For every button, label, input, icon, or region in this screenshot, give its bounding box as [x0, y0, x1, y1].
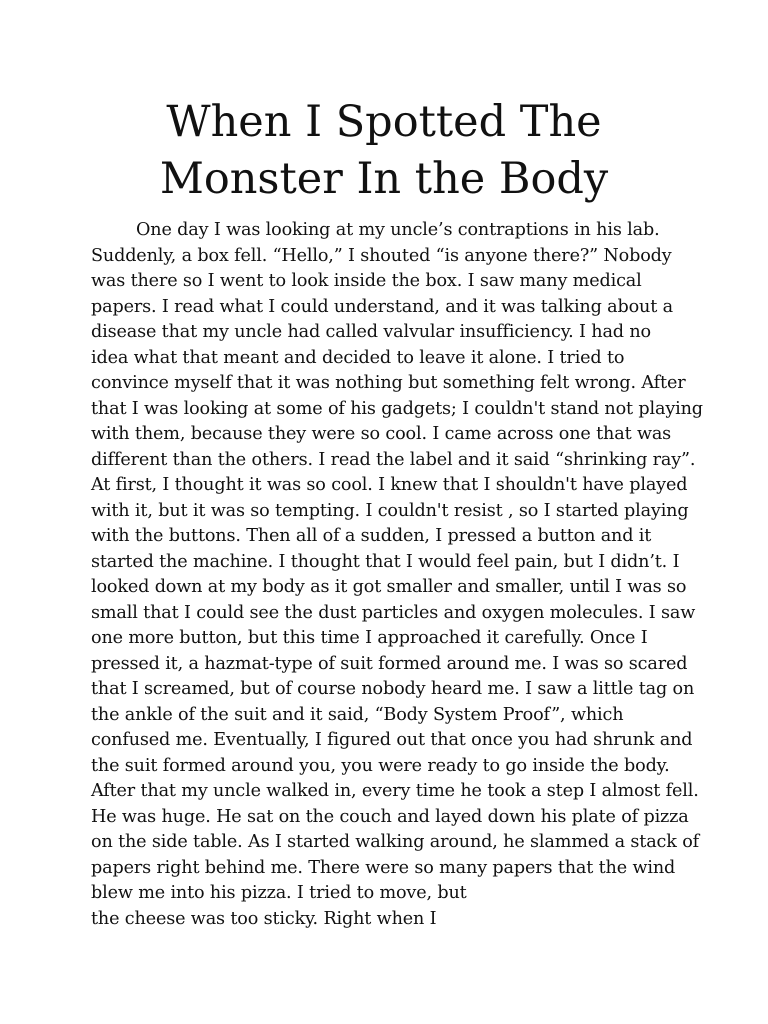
title-line: Monster In the Body — [159, 154, 609, 204]
document-title — [0, 94, 768, 208]
paragraph-line: looked down at my body as it got smaller and smaller, until I was so — [91, 577, 687, 597]
paragraph-line: After that my uncle walked in, every time he took a step I almost fell. — [91, 781, 699, 801]
paragraph-line: that I screamed, but of course nobody heard me. I saw a little tag on — [91, 679, 695, 699]
paragraph-line: different than the others. I read the label and it said “shrinking ray”. — [91, 449, 696, 470]
paragraph-line: At first, I thought it was so cool. I knew that I shouldn't have played — [91, 475, 688, 495]
paragraph-line: confused me. Eventually, I figured out that once you had shrunk and — [91, 730, 693, 750]
paragraph-line: papers right behind me. There were so many papers that the wind — [91, 857, 676, 878]
title-line: When I Spotted The — [166, 97, 602, 147]
paragraph-line: papers. I read what I could understand, and it was talking about a — [91, 296, 673, 317]
paragraph-line: He was huge. He sat on the couch and layed down his plate of pizza — [91, 806, 689, 827]
paragraph-line: with it, but it was so tempting. I couldn't resist , so I started playing — [91, 500, 689, 521]
paragraph-line: that I was looking at some of his gadgets; I couldn't stand not playing — [91, 398, 703, 419]
paragraph-line: pressed it, a hazmat-type of suit formed around me. I was so scared — [91, 653, 688, 674]
paragraph-line: Suddenly, a box fell. “Hello,” I shouted “is anyone there?” Nobody — [91, 245, 672, 266]
paragraph-line: convince myself that it was nothing but something felt wrong. After — [91, 373, 686, 393]
paragraph-line: small that I could see the dust particles and oxygen molecules. I saw — [91, 602, 696, 623]
paragraph-line: the suit formed around you, you were ready to go inside the body. — [91, 755, 670, 776]
paragraph-line: One day I was looking at my uncle’s contraptions in his lab. — [136, 220, 660, 240]
story-paragraph — [91, 218, 703, 932]
paragraph-line: one more button, but this time I approached it carefully. Once I — [91, 628, 648, 648]
paragraph-line: on the side table. As I started walking around, he slammed a stack of — [91, 832, 699, 852]
paragraph-line: with them, because they were so cool. I came across one that was — [91, 424, 672, 444]
paragraph-line: was there so I went to look inside the box. I saw many medical — [91, 271, 642, 291]
paragraph-line: with the buttons. Then all of a sudden, I pressed a button and it — [91, 526, 652, 546]
paragraph-line: disease that my uncle had called valvular insufficiency. I had no — [91, 322, 651, 342]
paragraph-line: idea what that meant and decided to leave it alone. I tried to — [91, 347, 625, 368]
paragraph-line: started the machine. I thought that I would feel pain, but I didn’t. I — [91, 551, 680, 572]
paragraph-line: the cheese was too sticky. Right when I — [91, 908, 437, 929]
paragraph-line: blew me into his pizza. I tried to move, but — [91, 883, 467, 903]
paragraph-line: the ankle of the suit and it said, “Body System Proof”, which — [91, 704, 624, 725]
